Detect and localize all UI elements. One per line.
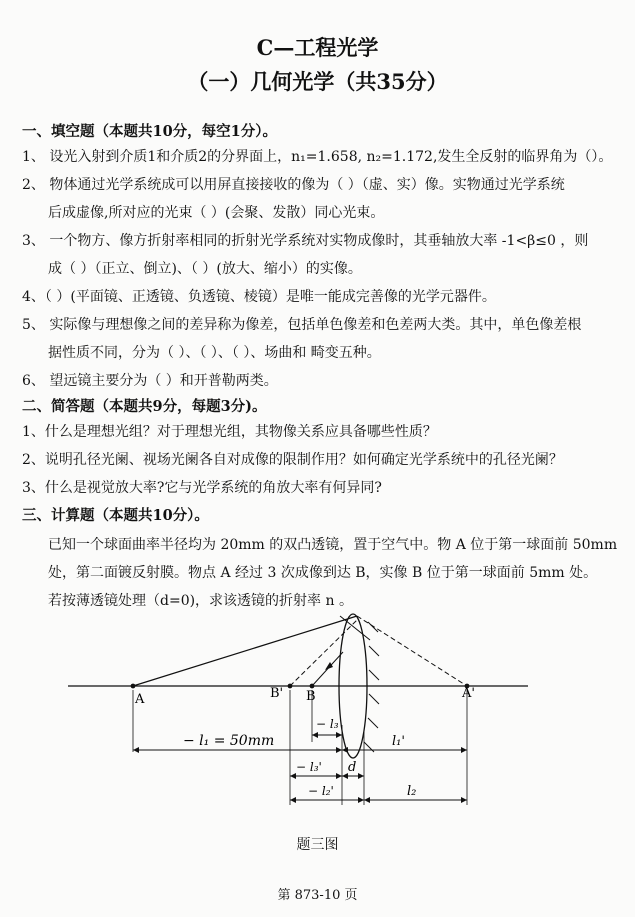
q1-3: 3、 一个物方、像方折射率相同的折射光学系统对实物成像时，其垂轴放大率 -1<β≤0 ，则 bbox=[22, 233, 589, 249]
ray-arrow bbox=[325, 662, 333, 670]
q2-1: 1、什么是理想光组？对于理想光组，其物像关系应具备哪些性质？ bbox=[22, 424, 437, 440]
dashed-ray-to-B-prime bbox=[290, 620, 357, 686]
problem-line-2: 处，第二面镀反射膜。物点 A 经过 3 次成像到达 B，实像 B 位于第一球面前 5mm 处。 bbox=[48, 565, 598, 581]
q1-5: 5、 实际像与理想像之间的差异称为像差，包括单色像差和色差两大类。其中，单色像差根 bbox=[22, 317, 582, 333]
label-B: B bbox=[306, 689, 316, 704]
label-A: A bbox=[135, 692, 145, 707]
incident-ray bbox=[133, 616, 357, 686]
q1-2: 2、 物体通过光学系统成可以用屏直接接收的像为（ ）（虚、实）像。实物通过光学系统 bbox=[22, 177, 565, 193]
section3-heading: 三、计算题（本题共10分）。 bbox=[22, 507, 209, 524]
label-A-prime: A' bbox=[462, 686, 475, 701]
label-l2-prime: − l₂' bbox=[308, 784, 334, 798]
label-B-prime: B' bbox=[270, 686, 284, 701]
problem-line-1: 已知一个球面曲率半径均为 20mm 的双凸透镜，置于空气中。物 A 位于第一球面前 50mm bbox=[48, 537, 618, 553]
section1-heading: 一、填空题（本题共10分，每空1分）。 bbox=[22, 123, 278, 140]
point-B-prime bbox=[288, 684, 293, 689]
label-l3: − l₃ bbox=[316, 717, 339, 731]
q2-2: 2、说明孔径光阑、视场光阑各自对成像的限制作用？如何确定光学系统中的孔径光阑？ bbox=[22, 452, 563, 468]
q1-1: 1、 设光入射到介质1和介质2的分界面上，n₁=1.658, n₂=1.172,发生全反射的临界角为（）。 bbox=[22, 149, 613, 165]
q1-6: 6、 望远镜主要分为（ ）和开普勒两类。 bbox=[22, 373, 278, 389]
q2-3: 3、什么是视觉放大率?它与光学系统的角放大率有何异同? bbox=[22, 480, 382, 496]
label-l3-prime: − l₃' bbox=[296, 760, 322, 774]
section2-heading: 二、简答题（本题共9分，每题3分)。 bbox=[22, 398, 267, 415]
label-l1-prime: l₁' bbox=[392, 734, 405, 749]
label-l2: l₂ bbox=[407, 784, 417, 799]
q1-4: 4、（ ）(平面镜、正透镜、负透镜、棱镜）是唯一能成完善像的光学元器件。 bbox=[22, 289, 496, 305]
reflective-coating-hatch bbox=[364, 622, 379, 752]
point-A bbox=[131, 684, 136, 689]
lens-diagram bbox=[0, 600, 635, 830]
point-B bbox=[310, 684, 315, 689]
q1-2-cont: 后成虚像,所对应的光束（ ）(会聚、发散）同心光束。 bbox=[48, 205, 385, 221]
page-title: C—工程光学 bbox=[256, 35, 379, 60]
problem-line-3: 若按薄透镜处理（d=0)，求该透镜的折射率 n 。 bbox=[48, 593, 353, 609]
section-title: （一）几何光学（共35分） bbox=[187, 69, 448, 94]
q1-3-cont: 成（ ）（正立、倒立)、（ ）(放大、缩小）的实像。 bbox=[48, 261, 362, 277]
label-l1: − l₁ = 50mm bbox=[183, 733, 275, 749]
page-footer: 第 873-10 页 bbox=[277, 888, 358, 903]
figure-caption: 题三图 bbox=[296, 837, 339, 853]
q1-5-cont: 据性质不同，分为（ ）、（ ）、（ ）、场曲和 畸变五种。 bbox=[48, 345, 381, 361]
label-d: d bbox=[348, 760, 357, 775]
